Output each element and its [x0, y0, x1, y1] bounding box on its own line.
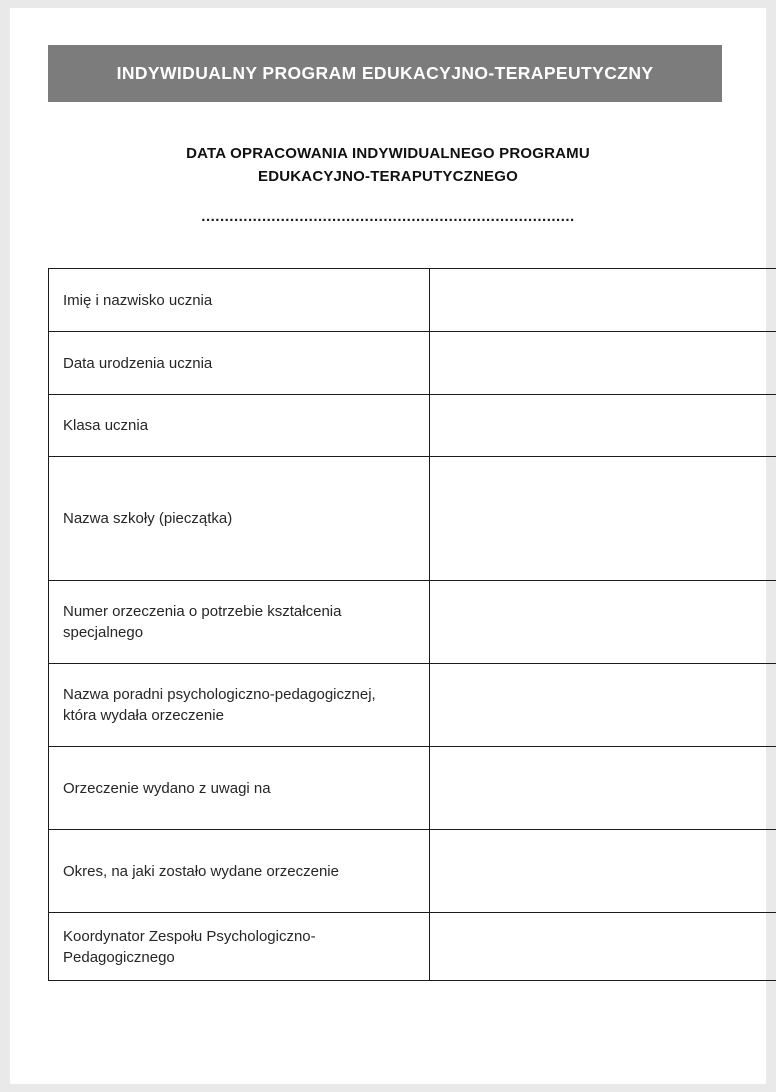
table-row-school [49, 457, 776, 581]
subtitle-line-2: EDUKACYJNO-TERAPUTYCZNEGO [257, 168, 518, 185]
table-row-birthdate [49, 332, 776, 395]
table-row-name [49, 269, 776, 332]
table-row-counseling-center [49, 664, 776, 747]
table-row-decision-period [49, 830, 776, 913]
row-value [430, 269, 776, 332]
row-value [430, 457, 776, 581]
row-label: Data urodzenia ucznia [49, 332, 430, 395]
row-label: Koordynator Zespołu Psychologiczno-Pedagogicznego [49, 913, 430, 981]
document-page [10, 8, 766, 1084]
table-row-decision-number [49, 581, 776, 664]
row-label: Okres, na jaki zostało wydane orzeczenie [49, 830, 430, 913]
row-value [430, 747, 776, 830]
row-value [430, 332, 776, 395]
document-title-bar [48, 45, 722, 102]
row-value [430, 830, 776, 913]
table-row-coordinator [49, 913, 776, 981]
document-subtitle [10, 142, 766, 188]
row-label: Nazwa szkoły (pieczątka) [49, 457, 430, 581]
row-label: Orzeczenie wydano z uwagi na [49, 747, 430, 830]
fill-in-date-line: ................................................................................ [201, 208, 575, 225]
student-info-table [48, 268, 776, 981]
row-value [430, 913, 776, 981]
row-label: Klasa ucznia [49, 395, 430, 457]
row-value [430, 581, 776, 664]
row-value [430, 395, 776, 457]
table-row-decision-reason [49, 747, 776, 830]
row-label: Imię i nazwisko ucznia [49, 269, 430, 332]
row-label: Nazwa poradni psychologiczno-pedagogicznej, która wydała orzeczenie [49, 664, 430, 747]
row-label: Numer orzeczenia o potrzebie kształcenia specjalnego [49, 581, 430, 664]
subtitle-line-1: DATA OPRACOWANIA INDYWIDUALNEGO PROGRAMU [186, 145, 590, 162]
row-value [430, 664, 776, 747]
document-title: INDYWIDUALNY PROGRAM EDUKACYJNO-TERAPEUTYCZNY [116, 63, 654, 83]
table-row-class [49, 395, 776, 457]
